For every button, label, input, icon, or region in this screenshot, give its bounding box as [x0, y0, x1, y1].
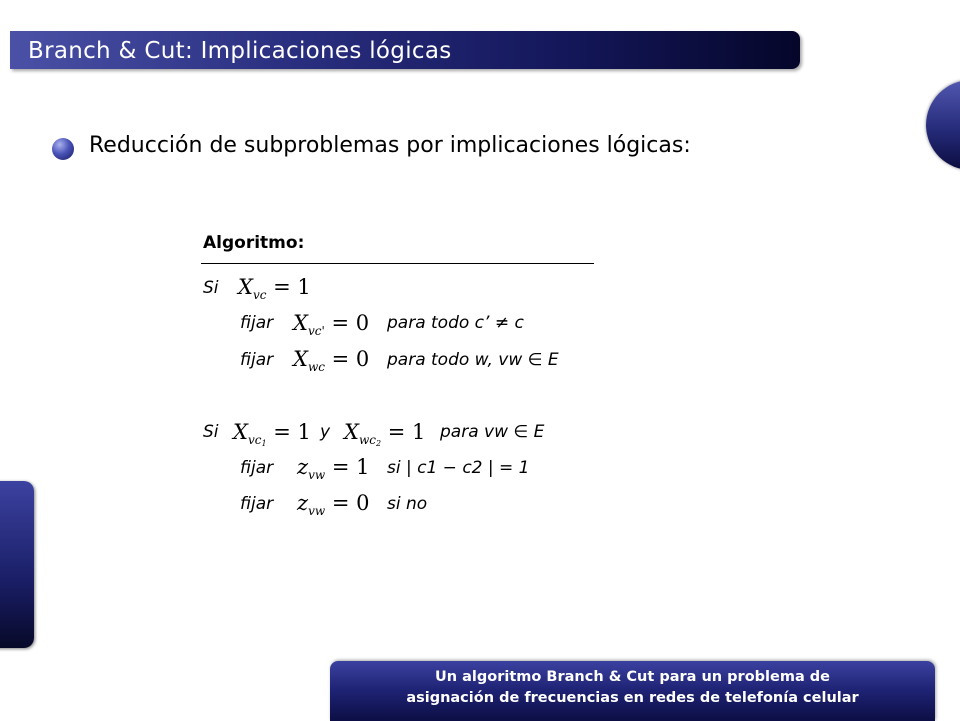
rule2-y: y: [320, 422, 331, 442]
rule1-action2-expr: $X_{wc} = 0$: [293, 347, 370, 374]
rule2-action1-note: si | c1 − c2 | = 1: [387, 458, 530, 478]
rule1-action2-note: para todo w, vw ∈ E: [387, 350, 559, 370]
bullet-icon: [52, 138, 74, 160]
rule1-fijar-2: fijar: [240, 350, 274, 370]
rule1-si: Si: [203, 278, 219, 298]
rule2-fijar-1: fijar: [240, 458, 274, 478]
rule1-action1-note: para todo c’ ≠ c: [387, 313, 524, 333]
rule1-condition: $X_{vc} = 1$: [238, 275, 311, 302]
footer-line-1: Un algoritmo Branch & Cut para un problema de: [435, 669, 830, 685]
algorithm-divider: [201, 263, 594, 264]
bullet-text: Reducción de subproblemas por implicaciones lógicas:: [89, 133, 691, 158]
rule2-cond-note: para vw ∈ E: [440, 422, 545, 442]
algorithm-heading: Algoritmo:: [203, 233, 305, 253]
left-side-tab: [0, 481, 34, 648]
rule1-fijar-1: fijar: [240, 313, 274, 333]
rule2-si: Si: [203, 422, 219, 442]
rule2-action2-note: si no: [387, 494, 428, 514]
rule2-cond-a: $X_{vc1} = 1$: [233, 420, 311, 448]
rule2-action1-expr: $z_{vw} = 1$: [297, 455, 370, 482]
footer-line-2: asignación de frecuencias en redes de telefonía celular: [406, 690, 859, 706]
rule1-action1-expr: $X_{vc'} = 0$: [293, 311, 370, 338]
slide-title: Branch & Cut: Implicaciones lógicas: [28, 38, 452, 64]
rule2-action2-expr: $z_{vw} = 0$: [297, 491, 370, 518]
right-side-tab: [926, 80, 960, 170]
rule2-fijar-2: fijar: [240, 494, 274, 514]
rule2-cond-b: $X_{wc2} = 1$: [344, 420, 426, 448]
